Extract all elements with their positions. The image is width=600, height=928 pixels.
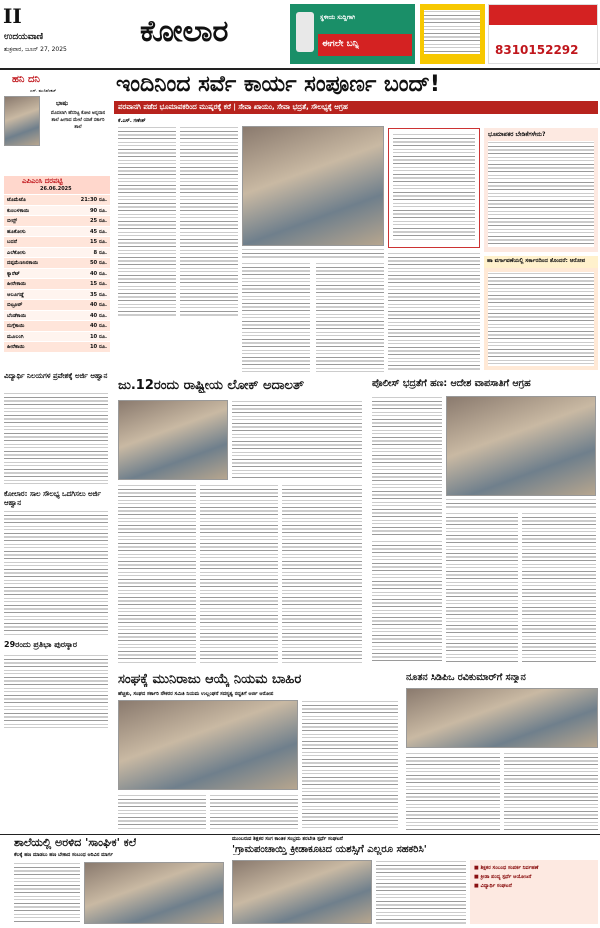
felicitation-title: ನೂತನ ಸಿಡಿಪಿಒ ರವಿಕುಮಾರ್‌ಗೆ ಸನ್ಮಾನ bbox=[406, 672, 526, 683]
honey-snippet-title: ಭಾಷು bbox=[56, 100, 69, 107]
police-title: ಪೊಲೀಸ್ ಭದ್ರತೆಗೆ ಹಣ: ಆದೇಶ ವಾಪಸಾತಿಗೆ ಆಗ್ರಹ bbox=[372, 378, 531, 389]
apmc-price: 10 ರೂ. bbox=[89, 333, 107, 340]
lead-byline: ಕೆ.ಎಸ್. ಗಣೇಶ್ bbox=[118, 118, 146, 124]
apmc-item: ಬೆಂಡೆಕಾಯಿ bbox=[7, 312, 27, 319]
bullet-item: ■ ಕ್ರೀಡಾ ಪಂದ್ಯ ಸ್ಪರ್ಧೆ ಆಯೋಜನೆ bbox=[474, 874, 532, 880]
masthead-ad-1 bbox=[290, 4, 415, 64]
bottom-kicker: ಮುಂಬರುವ ಶಿಕ್ಷಕರ ಸಂಗ ಕಾಂತಿಕ ಸಂಭ್ರಮ ತರಬೇತಿ ಸ್ಪರ್ಧೆ ಸಂಘಟನೆ bbox=[232, 836, 343, 842]
apmc-row bbox=[4, 279, 110, 290]
masthead-ad-2 bbox=[420, 4, 485, 64]
s2-title: ಕೋಲಾರ: ಸಾಲ ಸೌಲಭ್ಯ ಒದಗಿಸಲು ಅರ್ಜಿ ಆಹ್ವಾನ bbox=[4, 490, 101, 507]
lead-box-2 bbox=[484, 256, 598, 370]
s1-title: ವಿದ್ಯಾರ್ಥಿ ನಿಲಯಗಳ ಪ್ರವೇಶಕ್ಕೆ ಅರ್ಜಿ ಆಹ್ವಾನ bbox=[4, 372, 108, 380]
apmc-header bbox=[4, 176, 110, 194]
ad3-phone: 8310152292 bbox=[495, 43, 579, 57]
honey-brand: ಹನಿ ದನಿ bbox=[12, 74, 40, 85]
police-col-4 bbox=[372, 540, 442, 662]
apmc-price: 40 ರೂ. bbox=[89, 270, 107, 277]
adalat-col-3 bbox=[282, 484, 362, 664]
apmc-item: ಟೊಮೆಟೊ bbox=[7, 197, 26, 203]
honey-author-photo bbox=[4, 96, 40, 146]
apmc-row bbox=[4, 300, 110, 311]
lead-quote-box bbox=[388, 128, 480, 248]
masthead-ad-3 bbox=[488, 4, 598, 64]
apmc-row bbox=[4, 269, 110, 280]
city-title: ಕೋಲಾರ bbox=[140, 14, 229, 49]
apmc-item: ಬೀನ್ಸ್ bbox=[7, 218, 18, 224]
box2-text bbox=[488, 272, 594, 366]
lead-col-5 bbox=[388, 252, 480, 372]
honey-byline: ಎನ್. ಮುನಿವೆಂಕಟ್ bbox=[30, 88, 57, 93]
phone-graphic bbox=[296, 12, 314, 52]
apmc-price: 35 ರೂ. bbox=[89, 291, 107, 298]
apmc-price: 8 ರೂ. bbox=[93, 249, 107, 256]
apmc-price: 15 ರೂ. bbox=[89, 281, 107, 287]
apmc-row bbox=[4, 216, 110, 227]
apmc-row bbox=[4, 321, 110, 332]
bullet-item: ■ ವಿದ್ಯಾರ್ಥಿ ಸಂಘಟನೆ bbox=[474, 883, 512, 889]
sangha-col-2 bbox=[118, 794, 206, 830]
sangha-photo bbox=[118, 700, 298, 790]
paper-name: ಉದಯವಾಣಿ bbox=[4, 32, 44, 42]
apmc-row bbox=[4, 332, 110, 343]
apmc-row bbox=[4, 311, 110, 322]
apmc-item: ಹೀರೇಕಾಯಿ bbox=[7, 281, 27, 287]
felicitation-photo bbox=[406, 688, 598, 748]
bottom-left-col-1 bbox=[14, 862, 80, 924]
s3-text bbox=[4, 654, 108, 730]
bottom-left-story bbox=[0, 836, 228, 928]
masthead-rule bbox=[0, 68, 600, 70]
apmc-item: ಬಿಟ್ರೂಟ್ bbox=[7, 302, 23, 308]
apmc-item: ಎಲೆಕೋಸು bbox=[7, 249, 26, 256]
s3-title: 29ರಂದು ಪ್ರತಿಭಾ ಪುರಸ್ಕಾರ bbox=[4, 640, 78, 649]
s2-text bbox=[4, 510, 108, 636]
police-photo bbox=[446, 396, 596, 496]
adalat-col-2 bbox=[200, 484, 278, 664]
honey-column bbox=[0, 72, 112, 367]
lead-subhead-bar bbox=[114, 101, 598, 114]
left-stories bbox=[0, 370, 112, 730]
apmc-row bbox=[4, 237, 110, 248]
felicitation-story bbox=[406, 672, 598, 832]
sidebar-title: ಭೂಮಾಪಕರ ಬೇಡಿಕೆಗಳೇನು? bbox=[488, 131, 546, 138]
bottom-right-story bbox=[232, 836, 598, 928]
sangha-title: ಸಂಘಕ್ಕೆ ಮುನಿರಾಜು ಆಯ್ಕೆ ನಿಯಮ ಬಾಹಿರ bbox=[118, 672, 302, 687]
apmc-row bbox=[4, 248, 110, 259]
apmc-item: ನುಗ್ಗೆಕಾಯಿ bbox=[7, 323, 25, 329]
bottom-right-col-1 bbox=[376, 860, 466, 924]
apmc-price: 10 ರೂ. bbox=[89, 344, 107, 350]
apmc-price: 25 ರೂ. bbox=[89, 218, 107, 224]
apmc-row bbox=[4, 227, 110, 238]
adalat-intro bbox=[232, 400, 362, 480]
police-col-2 bbox=[446, 512, 518, 662]
bottom-left-photo bbox=[84, 862, 224, 924]
bottom-left-sub: ಕೆಲಕ್ಕೆ ಹಣ ಮಾಡಲು ಹಣ ಬೇಕಾದ ಸಂಬಂಧ ಅರಿವಿನ ಮಾರ್ಗ bbox=[14, 852, 113, 858]
apmc-price: 40 ರೂ. bbox=[89, 302, 107, 308]
issue-date: ಶುಕ್ರವಾರ, ಜೂನ್ 27, 2025 bbox=[4, 46, 67, 53]
ad1-line1: ಸ್ಥಳೀಯ ಸುದ್ದಿಗಾಗಿ bbox=[320, 14, 356, 21]
honey-snippet: ಮೊದಲಾಗಿ ಹೆಸರಿಟ್ಟ ಕೋಟಿ ಅನ್ನದಾನ ಶಾಲೆ ಹೀಗಾದ ಮೇಲೆ ಯಾಕೆ ಸರ್ಕಾರಿ ಶಾಲೆ bbox=[50, 111, 106, 130]
lead-photo bbox=[242, 126, 384, 246]
sidebar-text bbox=[488, 141, 594, 247]
ad2-text-lines bbox=[424, 10, 480, 54]
apmc-price: 90 ರೂ. bbox=[89, 207, 107, 214]
masthead bbox=[0, 0, 600, 70]
quote-text bbox=[393, 133, 475, 241]
apmc-row bbox=[4, 290, 110, 301]
apmc-item: ಹೀರೆಕಾಯಿ bbox=[7, 344, 25, 350]
police-caption bbox=[446, 498, 596, 508]
apmc-price: 40 ರೂ. bbox=[89, 323, 107, 329]
bottom-right-photo bbox=[232, 860, 372, 924]
police-col-1 bbox=[372, 396, 442, 536]
police-col-3 bbox=[522, 512, 596, 662]
bottom-right-title: 'ಗ್ರಾಮಪಂಚಾಯ್ತಿ ಕ್ರೀಡಾಕೂಟದ ಯಶಸ್ಸಿಗೆ ಎಲ್ಲರೂ ಸಹಕರಿಸಿ' bbox=[232, 844, 427, 855]
ad1-band bbox=[318, 34, 412, 56]
lead-col-4 bbox=[316, 262, 384, 372]
lead-col-3 bbox=[242, 262, 310, 372]
bottom-left-title: ಶಾಲೆಯಲ್ಲಿ ಅರಳಿದ 'ಸಾಂಘಿಕ' ಕಲೆ bbox=[14, 836, 137, 849]
felicitation-col-1 bbox=[406, 752, 500, 830]
sangha-sub: ಹೆಚ್ಚಿತು, ಸಂಘದ ಸರ್ಕಾರಿ ನೌಕರರ ಸಮಿತಿ ನಿಯಮ ಉಲ್ಲಂಘನೆ ಸದಸ್ಯತ್ವ ರದ್ದತಿಗೆ ಅರ್ಜಿ ಆರೋಪ bbox=[118, 691, 274, 697]
apmc-title: ಎಪಿಎಂಸಿ ದರಪಟ್ಟಿ bbox=[22, 177, 63, 185]
apmc-item: ಹೂಕೋಸು bbox=[7, 228, 26, 235]
section-divider bbox=[0, 834, 600, 835]
page-number: II bbox=[3, 4, 22, 28]
box2-title: ಹಾ ವರ್ಗಾವಣೆಯಲ್ಲಿ ಸರ್ಕಾರದಿಂದ ತೊಂದರೆ: ಆರೋಪ bbox=[487, 258, 586, 264]
lead-headline: ಇಂದಿನಿಂದ ಸರ್ವೆ ಕಾರ್ಯ ಸಂಪೂರ್ಣ ಬಂದ್! bbox=[116, 72, 440, 97]
lead-photo-caption bbox=[242, 248, 384, 258]
apmc-table bbox=[4, 195, 110, 353]
apmc-item: ಕ್ಯಾರೆಟ್ bbox=[7, 270, 20, 277]
bullet-item: ■ ಶಿಕ್ಷಕರ ಸಂಬಂಧ ಸಂಪರ್ಕ ನಿರ್ವಹಣೆ bbox=[474, 865, 539, 871]
apmc-price: 15 ರೂ. bbox=[89, 239, 107, 245]
apmc-date: 26.06.2025 bbox=[40, 186, 72, 192]
apmc-price: 50 ರೂ. bbox=[89, 260, 107, 266]
adalat-photo bbox=[118, 400, 228, 480]
apmc-row bbox=[4, 206, 110, 217]
bottom-bullet-box bbox=[470, 860, 598, 924]
lead-subhead: ಪರವಾನಗಿ ಪಡೆದ ಭೂಮಾಪಕರಿಂದ ಮುಷ್ಕರಕ್ಕೆ ಕರೆ | ಸೇವಾ ಖಾಯಂ, ಸೇವಾ ಭದ್ರತೆ, ಸೌಲಭ್ಯಕ್ಕೆ ಆಗ್ರಹ bbox=[118, 103, 348, 111]
apmc-price: 21:30 ರೂ. bbox=[80, 197, 107, 203]
apmc-item: ಕುಂಬಳಕಾಯಿ bbox=[7, 207, 30, 214]
adalat-col-1 bbox=[118, 484, 196, 664]
ad3-banner bbox=[489, 5, 597, 25]
apmc-item: ಮೂಲಂಗಿ bbox=[7, 333, 24, 340]
apmc-item: ದಪ್ಪಮೆಣಸಿನಕಾಯಿ bbox=[7, 260, 39, 266]
apmc-row bbox=[4, 342, 110, 353]
apmc-row bbox=[4, 258, 110, 269]
apmc-row bbox=[4, 195, 110, 206]
adalat-title: ಜು.12ರಂದು ರಾಷ್ಟ್ರೀಯ ಲೋಕ್ ಅದಾಲತ್ bbox=[118, 378, 305, 393]
apmc-item: ಆಲೂಗಡ್ಡೆ bbox=[7, 291, 24, 298]
sangha-story bbox=[114, 672, 402, 832]
sangha-col-1 bbox=[302, 700, 398, 830]
ad1-line2: ಈಗಲೇ ಬನ್ನಿ bbox=[322, 39, 359, 49]
sangha-col-3 bbox=[210, 794, 298, 830]
felicitation-col-2 bbox=[504, 752, 598, 830]
apmc-price: 45 ರೂ. bbox=[89, 228, 107, 235]
s1-text bbox=[4, 392, 108, 487]
apmc-item: ಬದನೆ bbox=[7, 239, 17, 245]
bullet-list bbox=[474, 864, 594, 891]
lead-col-2 bbox=[180, 126, 238, 316]
lead-sidebar bbox=[484, 128, 598, 252]
apmc-price: 40 ರೂ. bbox=[89, 312, 107, 319]
police-story bbox=[370, 378, 598, 668]
box2-title-bar bbox=[484, 256, 598, 268]
lead-col-1 bbox=[118, 126, 176, 316]
lead-story bbox=[114, 72, 598, 372]
adalat-story bbox=[114, 378, 366, 668]
